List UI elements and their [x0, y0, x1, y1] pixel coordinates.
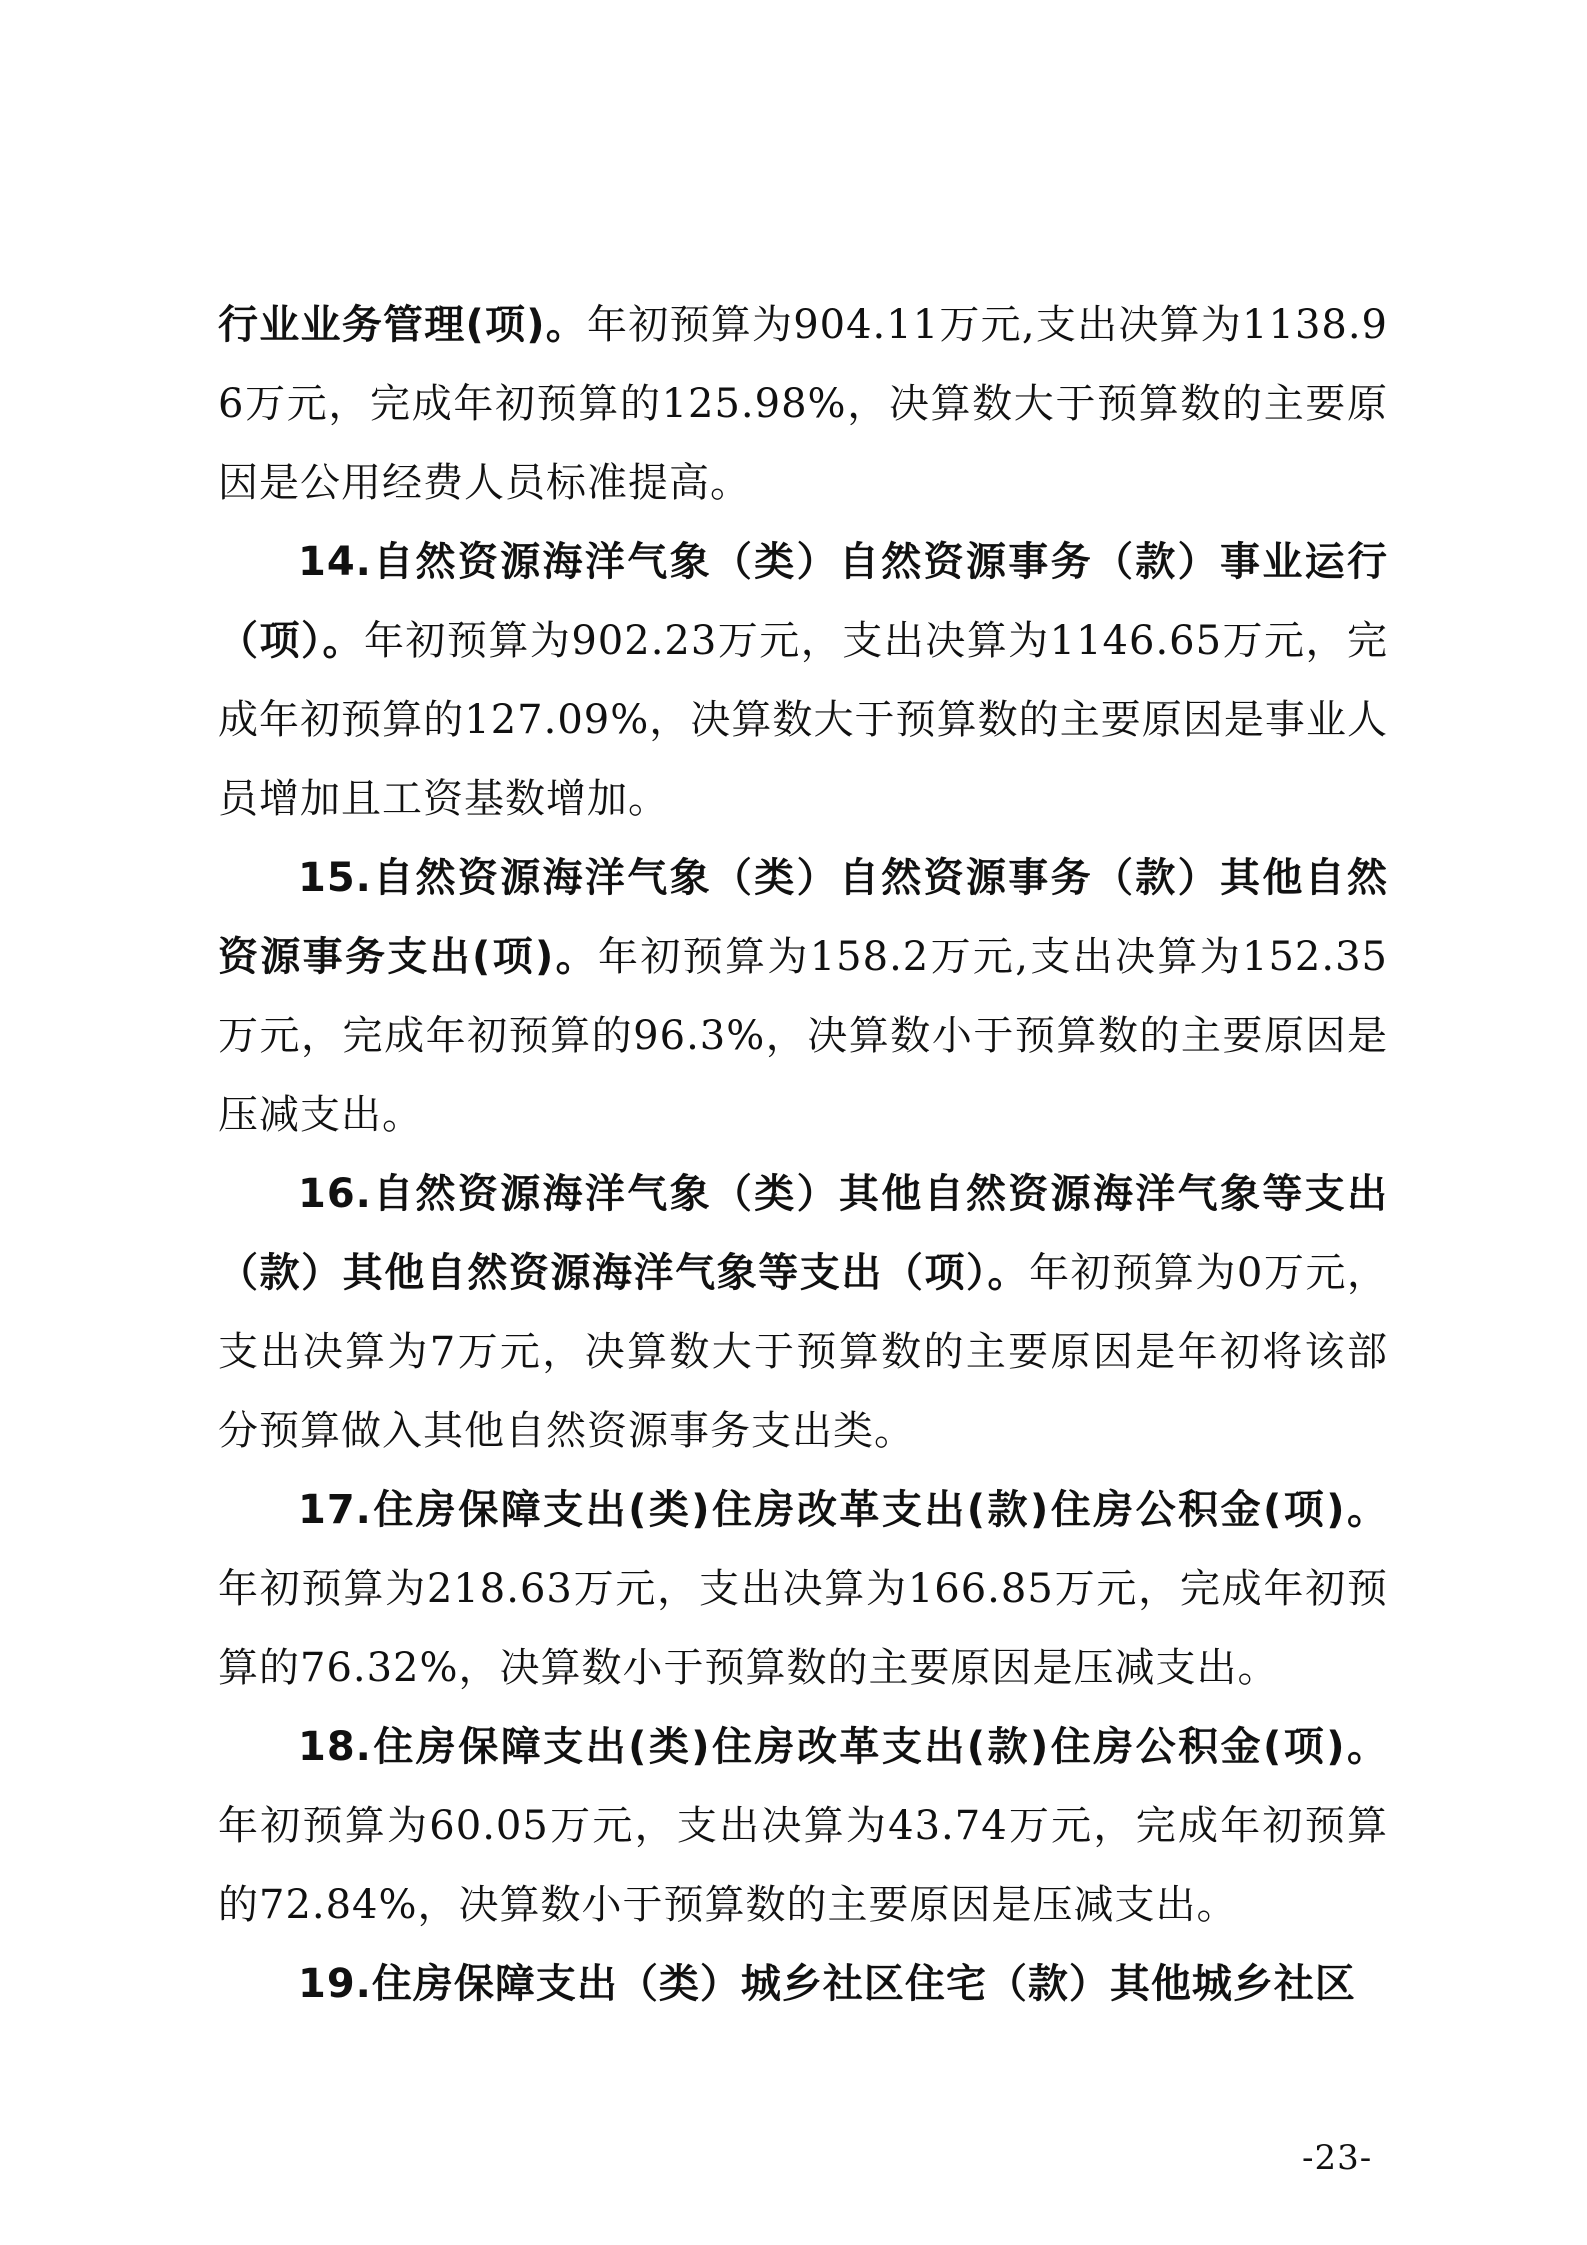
paragraph-body: 年初预算为0万元，支出决算为7万元，决算数大于预算数的主要原因是年初将该部分预算做入其他自然资源事务支出类。: [218, 1250, 1389, 1454]
paragraph-heading: 15.自然资源海洋气象（类）自然资源事务（款）其他自然资源事务支出(项)。: [218, 855, 1388, 980]
page-number: -23-: [1302, 2138, 1373, 2178]
paragraph-body: 年初预算为904.11万元,支出决算为1138.96万元，完成年初预算的125.98%，决算数大于预算数的主要原因是公用经费人员标准提高。: [218, 302, 1389, 506]
paragraph-heading: 行业业务管理(项)。: [218, 302, 587, 348]
paragraph-17: [218, 1471, 1388, 1708]
paragraph-13-continuation: [218, 286, 1388, 523]
paragraph-14: [218, 523, 1388, 839]
paragraph-18: [218, 1708, 1388, 1945]
paragraph-heading: 17.住房保障支出(类)住房改革支出(款)住房公积金(项)。: [298, 1487, 1388, 1533]
paragraph-16: [218, 1155, 1388, 1471]
paragraph-body: 年初预算为60.05万元，支出决算为43.74万元，完成年初预算的72.84%，决算数小于预算数的主要原因是压减支出。: [218, 1803, 1388, 1928]
paragraph-15: [218, 839, 1388, 1155]
paragraph-body: 年初预算为902.23万元，支出决算为1146.65万元，完成年初预算的127.09%，决算数大于预算数的主要原因是事业人员增加且工资基数增加。: [218, 618, 1389, 822]
paragraph-19: [218, 1945, 1388, 2024]
document-page: [218, 286, 1388, 2024]
paragraph-body: 年初预算为218.63万元，支出决算为166.85万元，完成年初预算的76.32%，决算数小于预算数的主要原因是压减支出。: [218, 1566, 1388, 1691]
paragraph-heading: 18.住房保障支出(类)住房改革支出(款)住房公积金(项)。: [298, 1724, 1388, 1770]
paragraph-heading: 16.自然资源海洋气象（类）其他自然资源海洋气象等支出（款）其他自然资源海洋气象等支出（项）。: [218, 1171, 1388, 1296]
paragraph-heading: 14.自然资源海洋气象（类）自然资源事务（款）事业运行（项）。: [218, 539, 1388, 664]
paragraph-heading: 19.住房保障支出（类）城乡社区住宅（款）其他城乡社区: [298, 1961, 1356, 2007]
paragraph-body: 年初预算为158.2万元,支出决算为152.35万元，完成年初预算的96.3%，决算数小于预算数的主要原因是压减支出。: [218, 934, 1388, 1138]
